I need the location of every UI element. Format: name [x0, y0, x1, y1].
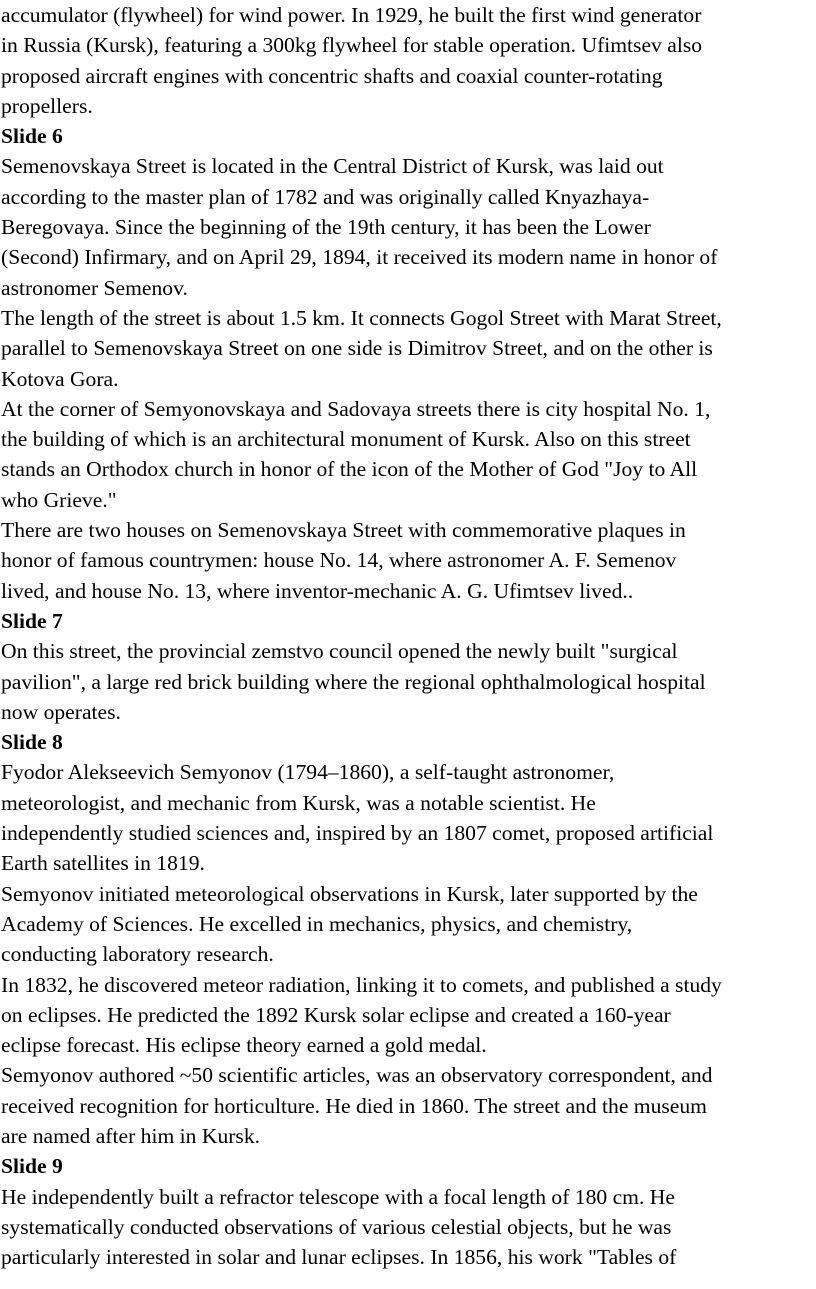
text-line: in Russia (Kursk), featuring a 300kg flywheel for stable operation. Ufimtsev also: [1, 33, 703, 58]
text-line: eclipse forecast. His eclipse theory earned a gold medal.: [1, 1033, 487, 1058]
text-line: on eclipses. He predicted the 1892 Kursk solar eclipse and created a 160-year: [1, 1002, 671, 1027]
text-line: (Second) Infirmary, and on April 29, 1894, it received its modern name in honor of: [1, 245, 718, 270]
text-line: now operates.: [1, 699, 121, 724]
text-line: At the corner of Semyonovskaya and Sadovaya streets there is city hospital No. 1,: [1, 396, 711, 421]
slide-heading: Slide 7: [1, 608, 63, 633]
text-line: Fyodor Alekseevich Semyonov (1794–1860), a self-taught astronomer,: [1, 760, 615, 785]
text-line: parallel to Semenovskaya Street on one side is Dimitrov Street, and on the other is: [1, 336, 713, 361]
text-line: Earth satellites in 1819.: [1, 851, 205, 876]
slide-heading: Slide 8: [1, 730, 63, 755]
text-line: Semyonov initiated meteorological observations in Kursk, later supported by the: [1, 881, 698, 906]
text-line: Semyonov authored ~50 scientific articles, was an observatory correspondent, and: [1, 1063, 713, 1088]
text-line: particularly interested in solar and lunar eclipses. In 1856, his work "Tables of: [1, 1245, 677, 1270]
text-line: lived, and house No. 13, where inventor-mechanic A. G. Ufimtsev lived..: [1, 578, 634, 603]
text-line: There are two houses on Semenovskaya Street with commemorative plaques in: [1, 518, 686, 543]
text-line: Kotova Gora.: [1, 366, 119, 391]
text-line: conducting laboratory research.: [1, 942, 274, 967]
text-line: stands an Orthodox church in honor of the icon of the Mother of God "Joy to All: [1, 457, 698, 482]
text-line: independently studied sciences and, inspired by an 1807 comet, proposed artificial: [1, 821, 714, 846]
text-line: received recognition for horticulture. He died in 1860. The street and the museum: [1, 1093, 707, 1118]
text-line: according to the master plan of 1782 and was originally called Knyazhaya-: [1, 184, 650, 209]
text-line: In 1832, he discovered meteor radiation, linking it to comets, and published a study: [1, 972, 722, 997]
text-line: accumulator (flywheel) for wind power. In 1929, he built the first wind generator: [1, 3, 702, 27]
text-line: meteorologist, and mechanic from Kursk, was a notable scientist. He: [1, 790, 596, 815]
text-line: the building of which is an architectural monument of Kursk. Also on this street: [1, 427, 691, 452]
slide-heading: Slide 9: [1, 1154, 63, 1179]
text-line: Beregovaya. Since the beginning of the 19th century, it has been the Lower: [1, 215, 651, 240]
text-line: The length of the street is about 1.5 km. It connects Gogol Street with Marat Street,: [1, 305, 722, 330]
slide-heading: Slide 6: [1, 124, 63, 149]
text-line: pavilion", a large red brick building where the regional ophthalmological hospital: [1, 669, 706, 694]
text-line: honor of famous countrymen: house No. 14, where astronomer A. F. Semenov: [1, 548, 677, 573]
text-line: Academy of Sciences. He excelled in mechanics, physics, and chemistry,: [1, 911, 633, 936]
text-line: propellers.: [1, 93, 93, 118]
text-line: Semenovskaya Street is located in the Central District of Kursk, was laid out: [1, 154, 664, 179]
text-line: He independently built a refractor telescope with a focal length of 180 cm. He: [1, 1184, 675, 1209]
text-line: astronomer Semenov.: [1, 275, 188, 300]
text-line: who Grieve.": [1, 487, 117, 512]
text-line: systematically conducted observations of various celestial objects, but he was: [1, 1214, 672, 1239]
text-line: are named after him in Kursk.: [1, 1123, 261, 1148]
text-line: On this street, the provincial zemstvo council opened the newly built "surgical: [1, 639, 678, 664]
text-line: proposed aircraft engines with concentric shafts and coaxial counter-rotating: [1, 63, 663, 88]
